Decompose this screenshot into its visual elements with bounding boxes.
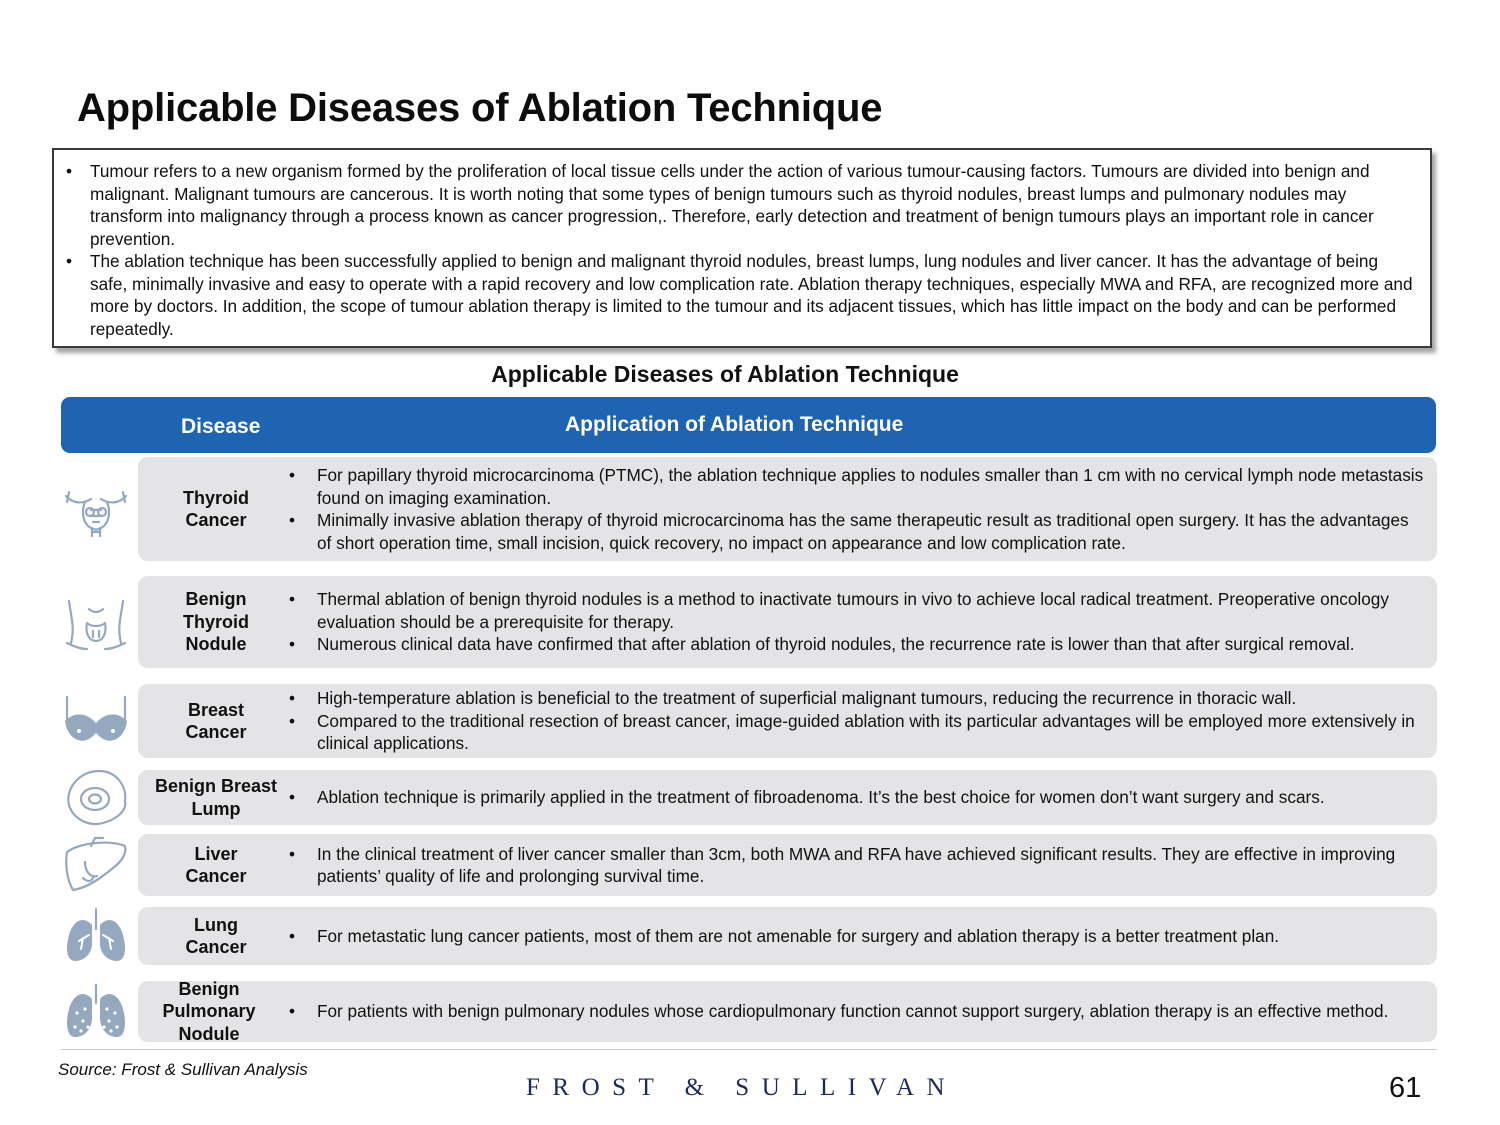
page-title: Applicable Diseases of Ablation Technique xyxy=(77,86,883,130)
disease-name: Breast Cancer xyxy=(185,699,247,742)
disease-name: Benign Breast Lump xyxy=(154,776,278,819)
table-row-breast-cancer xyxy=(61,684,1437,758)
thyroid-icon xyxy=(61,457,131,561)
description-bullet: • For papillary thyroid microcarcinoma (PTMC), the ablation technique applies to nodules smaller than 1 cm with no cervical lymph node metastasis found on imaging examination. xyxy=(286,464,1425,509)
row-card xyxy=(138,684,1437,758)
row-card xyxy=(138,834,1437,896)
row-card xyxy=(138,770,1437,825)
disease-description xyxy=(286,770,1425,825)
description-bullet: • Minimally invasive ablation therapy of thyroid microcarcinoma has the same therapeutic result as traditional open surgery. It has the advantages of short operation time, small incision, quick recovery, no impact on appearance and low complication rate. xyxy=(286,509,1425,554)
lungs-icon xyxy=(61,903,131,969)
table-title: Applicable Diseases of Ablation Technique xyxy=(491,361,959,387)
table-header xyxy=(61,397,1436,453)
table-row-thyroid-cancer xyxy=(61,457,1437,561)
table-row-lung-cancer xyxy=(61,907,1437,965)
table-row-benign-breast-lump xyxy=(61,770,1437,825)
description-bullet: • High-temperature ablation is beneficial to the treatment of superficial malignant tumours, reducing the recurrence in thoracic wall. xyxy=(286,687,1425,710)
intro-box xyxy=(52,148,1432,348)
table-row-liver-cancer xyxy=(61,834,1437,896)
disease-name: Liver Cancer xyxy=(185,843,247,886)
lungs-nodule-icon xyxy=(61,981,131,1046)
description-bullet: • In the clinical treatment of liver cancer smaller than 3cm, both MWA and RFA have achieved significant results. They are effective in improving patients’ quality of life and prolonging survival time. xyxy=(286,843,1425,888)
source-note: Source: Frost & Sullivan Analysis xyxy=(58,1060,308,1079)
disease-name: Lung Cancer xyxy=(185,914,247,957)
disease-description xyxy=(286,576,1425,668)
description-bullet: • Numerous clinical data have confirmed that after ablation of thyroid nodules, the recurrence rate is lower than that after surgical removal. xyxy=(286,633,1425,656)
header-application: Application of Ablation Technique xyxy=(565,413,904,436)
description-bullet: • Ablation technique is primarily applied in the treatment of fibroadenoma. It’s the best choice for women don’t want surgery and scars. xyxy=(286,786,1425,809)
intro-bullet: • The ablation technique has been successfully applied to benign and malignant thyroid nodules, breast lumps, lung nodules and liver cancer. It has the advantage of being safe, minimally invasive and easy to operate with a rapid recovery and low complication rate. Ablation therapy techniques, especially MWA and RFA, are recognized more and more by doctors. In addition, the scope of tumour ablation therapy is limited to the tumour and its adjacent tissues, which has little impact on the body and can be performed repeatedly. xyxy=(64,250,1418,340)
table-row-benign-thyroid-nodule xyxy=(61,576,1437,668)
footer-divider xyxy=(61,1049,1437,1050)
disease-name: Benign Pulmonary Nodule xyxy=(162,978,256,1044)
disease-description xyxy=(286,834,1425,896)
page-number: 61 xyxy=(1389,1072,1422,1104)
table-row-benign-pulmonary-nodule xyxy=(61,978,1437,1044)
disease-description xyxy=(286,981,1425,1042)
row-card xyxy=(138,457,1437,561)
description-bullet: • Thermal ablation of benign thyroid nodules is a method to inactivate tumours in vivo to achieve local radical treatment. Preoperative oncology evaluation should be a prerequisite for therapy. xyxy=(286,588,1425,633)
disease-description xyxy=(286,907,1425,965)
disease-description xyxy=(286,457,1425,561)
liver-icon xyxy=(61,830,131,900)
description-bullet: • For patients with benign pulmonary nodules whose cardiopulmonary function cannot support surgery, ablation therapy is an effective method. xyxy=(286,1000,1425,1023)
disease-description xyxy=(286,684,1425,758)
disease-name: Thyroid Cancer xyxy=(183,487,249,530)
breast-icon xyxy=(61,684,131,758)
description-bullet: • For metastatic lung cancer patients, most of them are not amenable for surgery and ablation therapy is a better treatment plan. xyxy=(286,925,1425,948)
row-card xyxy=(138,907,1437,965)
frost-sullivan-logo: FROST & SULLIVAN xyxy=(526,1074,958,1101)
row-card xyxy=(138,978,1437,1044)
description-bullet: • Compared to the traditional resection of breast cancer, image-guided ablation with its particular advantages will be employed more extensively in clinical applications. xyxy=(286,710,1425,755)
disease-name: Benign Thyroid Nodule xyxy=(183,589,249,655)
header-disease: Disease xyxy=(181,415,261,438)
row-card xyxy=(138,576,1437,668)
neck-thyroid-icon xyxy=(61,576,131,668)
breast-lump-icon xyxy=(61,762,131,833)
intro-bullet: • Tumour refers to a new organism formed by the proliferation of local tissue cells under the action of various tumour-causing factors. Tumours are divided into benign and malignant. Malignant tumours are cancerous. It is worth noting that some types of benign tumours such as thyroid nodules, breast lumps and pulmonary nodules may transform into malignancy through a process known as cancer progression,. Therefore, early detection and treatment of benign tumours plays an important role in cancer prevention. xyxy=(64,160,1418,250)
